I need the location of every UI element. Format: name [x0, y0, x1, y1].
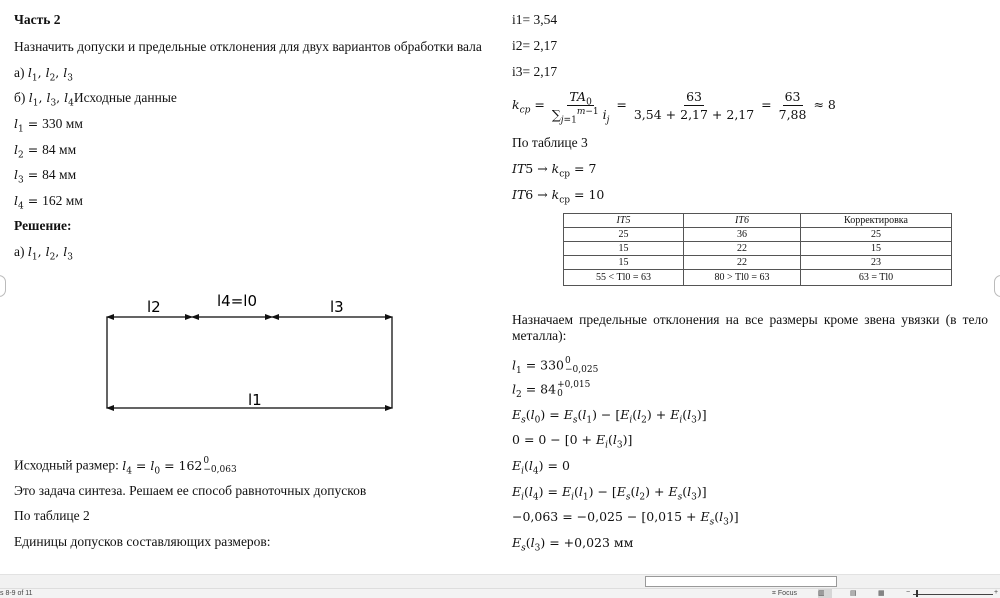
web-layout-icon: ▦: [878, 590, 885, 597]
focus-button[interactable]: [772, 590, 797, 598]
synthesis-text: Это задача синтеза. Решаем ее способ равноточных допусков: [14, 483, 367, 498]
eq-ei-l4-zero: $E_i(l_4) = 0$: [512, 458, 570, 477]
header-it6: IT6: [684, 214, 801, 228]
section-title: Часть 2: [14, 12, 61, 27]
variant-b: б) $l_1$, $l_3$, $l_4Исходные$ данные: [14, 90, 177, 109]
assign-text-2: металла):: [512, 328, 567, 343]
result: = +0,023 мм: [549, 535, 634, 550]
label-l3: l3: [330, 298, 344, 316]
zoom-slider[interactable]: [913, 594, 993, 595]
l1-value: $l_1 = 330$ мм: [14, 116, 83, 135]
i1: i1= 3,54: [512, 12, 558, 27]
result: ≈ 8: [813, 97, 836, 112]
prev-page-button[interactable]: [0, 275, 6, 297]
by-table-3: По таблице 3: [512, 135, 588, 150]
horizontal-scroll-area: [0, 574, 1000, 588]
table-row: [564, 270, 952, 286]
value: 7: [588, 161, 597, 176]
expr: −0,063 = −0,025 − [0,015 +: [512, 509, 701, 524]
cell: 15: [801, 242, 952, 256]
kcp-formula: $k_{cp}$ = $\frac{TA_0}{\sum_{j=1}^{m-1} i_j}$ = $\frac{63}{3,54 + 2,17 + 2,17}$ = $\frac{63}{7,88}$ ≈ 8: [512, 89, 836, 126]
den: 7,88: [778, 107, 807, 122]
task-text: Назначить допуски и предельные отклонения для двух вариантов обработки вала: [14, 39, 482, 54]
label: а): [14, 244, 28, 259]
zoom-out-button[interactable]: −: [906, 589, 911, 596]
label: а): [14, 65, 28, 80]
cell: 23: [801, 256, 952, 270]
cell: 55 < Tl0 = 63: [564, 270, 684, 286]
eq-values: $-0,063 = -0,025 - [0,015 + E_s(l_3)]$: [512, 509, 739, 528]
label-l1: l1: [248, 391, 262, 409]
table-row: [564, 242, 952, 256]
focus-icon: ⌗: [772, 590, 776, 597]
value: 10: [588, 187, 605, 202]
tolerance-table: [563, 213, 952, 286]
zoom-slider-thumb[interactable]: [916, 590, 918, 597]
cell: 25: [801, 228, 952, 242]
value: 162 мм: [42, 193, 83, 208]
den: 3,54 + 2,17 + 2,17: [633, 107, 755, 122]
eq-es-l0: $E_s(l_0) = E_s(l_1) - [E_i(l_2) + E_i(l_3)]$: [512, 407, 707, 426]
next-page-button[interactable]: [994, 275, 1000, 297]
dimension-chain-diagram: [95, 288, 405, 418]
units-text: Единицы допусков составляющих размеров:: [14, 534, 271, 549]
source-data-label: Исходные данные: [73, 90, 177, 105]
label: Исходный размер:: [14, 457, 123, 473]
read-mode-button[interactable]: [818, 589, 832, 598]
value: 330 мм: [42, 116, 83, 131]
cell: 15: [564, 242, 684, 256]
eq-l1: $l_1 = 330$ 0 −0,025: [512, 356, 599, 376]
header-correction: Корректировка: [801, 214, 952, 228]
cell: 22: [684, 242, 801, 256]
l3-value: $l_3 = 84$ мм: [14, 167, 77, 186]
read-mode-icon: ▥: [818, 590, 825, 597]
cell: 63 = Tl0: [801, 270, 952, 286]
cell: 22: [684, 256, 801, 270]
it6-kcp: $IT6 \to k_{cp} = 10$: [512, 187, 605, 206]
value: 84 мм: [42, 167, 77, 182]
print-layout-button[interactable]: [850, 589, 857, 597]
table-row: [564, 228, 952, 242]
header-it5: IT5: [564, 214, 684, 228]
cell: 25: [564, 228, 684, 242]
l2-value: $l_2 = 84$ мм: [14, 142, 77, 161]
solution-heading: Решение:: [14, 218, 72, 233]
horizontal-scrollbar-thumb[interactable]: [645, 576, 837, 587]
web-layout-button[interactable]: [878, 589, 885, 597]
label: Focus: [777, 590, 797, 597]
num: 63: [784, 89, 801, 104]
i2: i2= 2,17: [512, 38, 558, 53]
l4-value: $l_4 = 162$ мм: [14, 193, 83, 212]
cell: 15: [564, 256, 684, 270]
num: 63: [686, 89, 702, 104]
eq-ei-l4: $E_i(l_4) = E_i(l_1) - [E_s(l_2) + E_s(l_3)]$: [512, 484, 707, 503]
label: б): [14, 90, 29, 105]
eq-zero: $0 = 0 - [0 + E_i(l_3)]$: [512, 432, 633, 451]
label-l2: l2: [147, 298, 161, 316]
page-count: s 8-9 of 11: [0, 590, 33, 597]
cell: 80 > Tl0 = 63: [684, 270, 801, 286]
label-l4: l4=l0: [217, 292, 257, 310]
variant-a-solution: а) $l_1$, $l_2$, $l_3$: [14, 244, 73, 263]
zoom-in-button[interactable]: +: [994, 589, 999, 596]
table-row: [564, 256, 952, 270]
i3: i3= 2,17: [512, 64, 558, 79]
eq-l2: $l_2 = 84$ +0,015 0: [512, 380, 591, 400]
print-layout-icon: ▤: [850, 590, 857, 597]
eq-final: $E_s(l_3) = +0,023$ мм: [512, 535, 634, 554]
expr: = 0 − [0 +: [523, 432, 597, 447]
by-table-2: По таблице 2: [14, 508, 90, 523]
cell: 36: [684, 228, 801, 242]
status-bar: [0, 588, 1000, 598]
value: 84 мм: [42, 142, 77, 157]
it5-kcp: $IT5 \to k_{cp} = 7$: [512, 161, 597, 180]
initial-size: Исходный размер: $l_4 = l_0 = 162$ 0 −0,063: [14, 456, 237, 476]
assign-text: Назначаем предельные отклонения на все размеры кроме звена увязки (в тело: [512, 312, 988, 327]
variant-a: а) $l_1$, $l_2$, $l_3$: [14, 65, 73, 84]
